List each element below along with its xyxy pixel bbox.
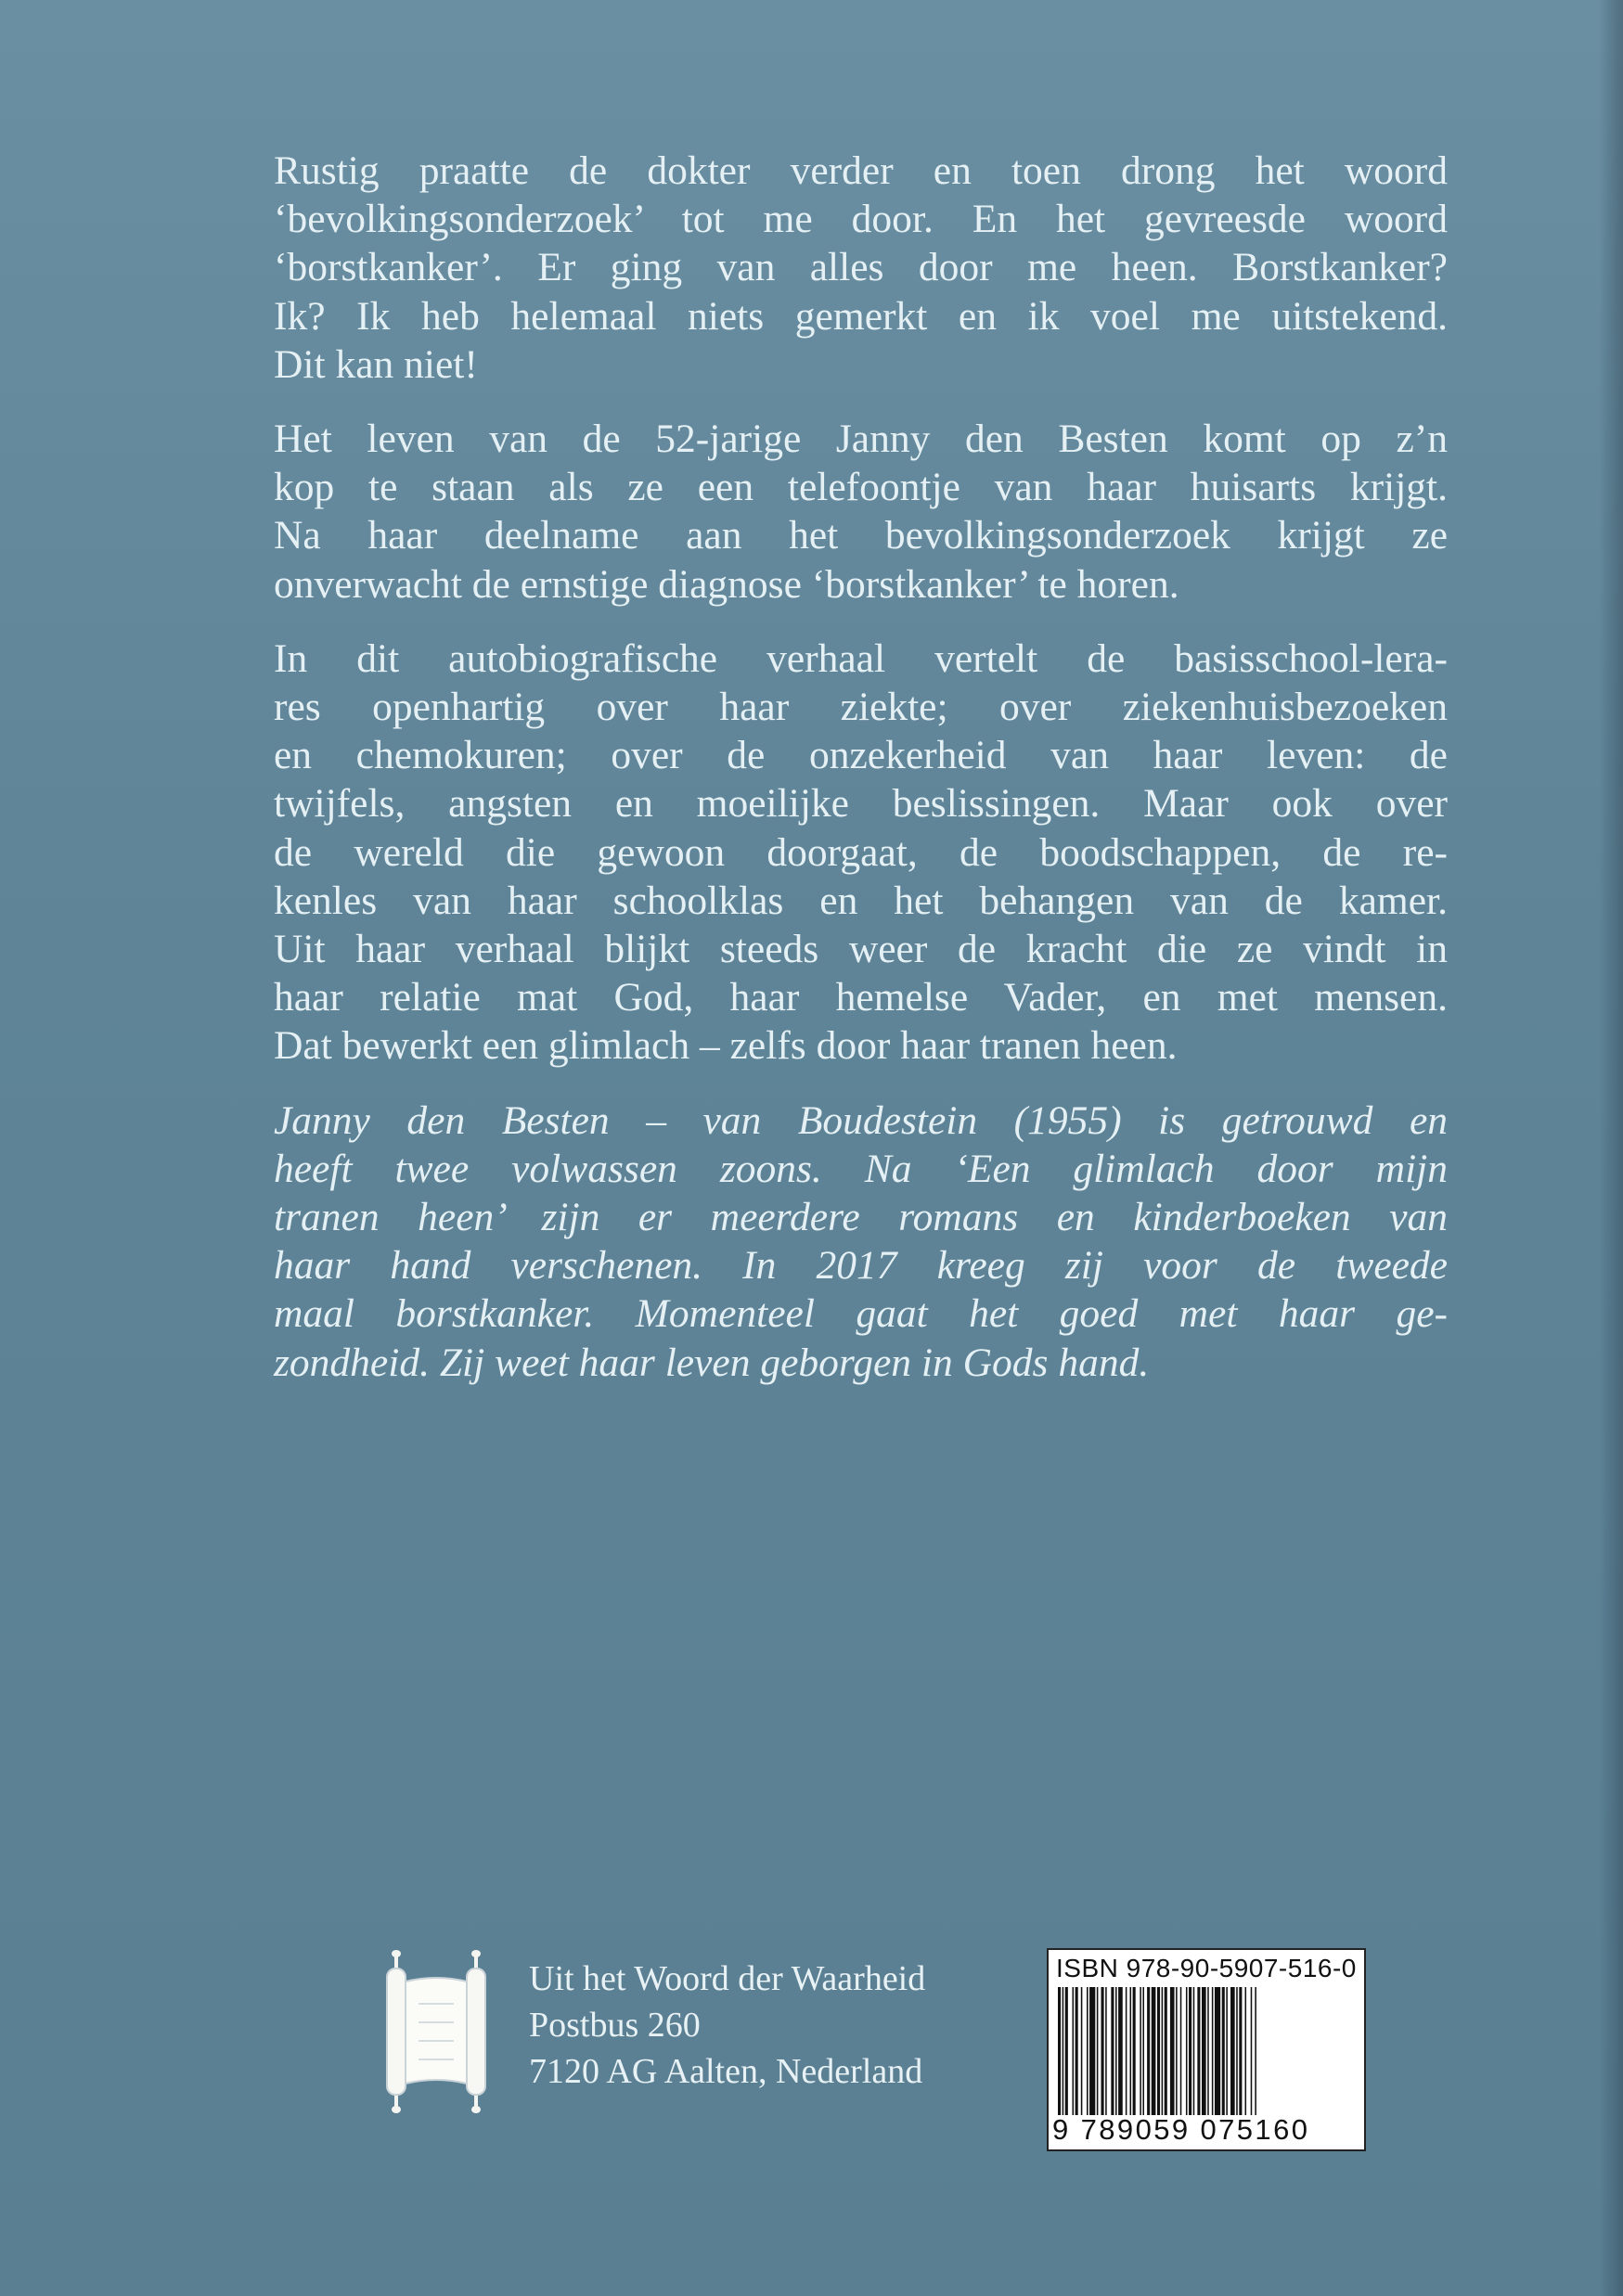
- barcode-bar: [1251, 1987, 1253, 2115]
- barcode-bar: [1215, 1987, 1220, 2115]
- text-line: Uit haar verhaal blijkt steeds weer de kracht die ze vindt in: [274, 927, 1448, 972]
- barcode-bar: [1133, 1987, 1136, 2115]
- blurb-paragraph-3: [274, 635, 1448, 1071]
- barcode-bar: [1130, 1987, 1132, 2115]
- isbn-label: ISBN 978-90-5907-516-0: [1056, 1954, 1357, 1982]
- barcode-bar: [1189, 1987, 1191, 2115]
- barcode-digits: 9 789059 075160: [1052, 2113, 1310, 2146]
- text-line: ‘bevolkingsonderzoek’ tot me door. En het gevreesde woord: [274, 197, 1448, 242]
- text-line: onverwacht de ernstige diagnose ‘borstkanker’ te horen.: [274, 561, 1179, 607]
- barcode-bar: [1058, 1987, 1061, 2115]
- publisher-city: 7120 AG Aalten, Nederland: [529, 2052, 923, 2091]
- barcode-bar: [1162, 1987, 1164, 2115]
- barcode-bar: [1081, 1987, 1083, 2115]
- blurb-paragraph-2: [274, 415, 1448, 609]
- barcode-bar: [1140, 1987, 1141, 2115]
- torah-scroll-icon: [376, 1948, 496, 2115]
- barcode-bar: [1207, 1987, 1209, 2115]
- barcode-bar: [1245, 1987, 1247, 2115]
- barcode-bar: [1142, 1987, 1144, 2115]
- barcode-bar: [1255, 1987, 1256, 2115]
- barcode-bar: [1126, 1987, 1127, 2115]
- text-line: heeft twee volwassen zoons. Na ‘Een glimlach door mijn: [274, 1146, 1448, 1191]
- barcode-bars: [1058, 1987, 1355, 2115]
- text-line: zondheid. Zij weet haar leven geborgen in Gods hand.: [274, 1340, 1150, 1385]
- text-line: In dit autobiografische verhaal vertelt de basisschool-lera-: [274, 635, 1448, 681]
- text-line: haar relatie mat God, haar hemelse Vader, en met mensen.: [274, 975, 1448, 1020]
- barcode-bar: [1105, 1987, 1107, 2115]
- barcode-bar: [1202, 1987, 1206, 2115]
- author-bio: [274, 1097, 1448, 1387]
- barcode-bar: [1180, 1987, 1182, 2115]
- barcode-bar: [1239, 1987, 1242, 2115]
- publisher-block: [376, 1948, 1025, 2134]
- text-line: Janny den Besten – van Boudestein (1955) is getrouwd en: [274, 1097, 1448, 1143]
- text-line: Na haar deelname aan het bevolkingsonderzoek krijgt ze: [274, 513, 1448, 558]
- barcode-bar: [1063, 1987, 1064, 2115]
- text-line: kenles van haar schoolklas en het behangen van de kamer.: [274, 878, 1448, 923]
- barcode-bar: [1101, 1987, 1104, 2115]
- text-line: de wereld die gewoon doorgaat, de boodschappen, de re-: [274, 829, 1448, 875]
- barcode-bar: [1111, 1987, 1114, 2115]
- barcode-bar: [1230, 1987, 1235, 2115]
- isbn-barcode: [1047, 1948, 1366, 2151]
- text-line: Dit kan niet!: [274, 341, 478, 387]
- text-line: maal borstkanker. Momenteel gaat het goed met haar ge-: [274, 1291, 1448, 1337]
- publisher-name: Uit het Woord der Waarheid: [529, 1959, 926, 1998]
- text-line: Het leven van de 52-jarige Janny den Besten komt op z’n: [274, 417, 1448, 462]
- text-line: en chemokuren; over de onzekerheid van haar leven: de: [274, 733, 1448, 778]
- barcode-bar: [1087, 1987, 1088, 2115]
- barcode-bar: [1193, 1987, 1195, 2115]
- barcode-bar: [1222, 1987, 1225, 2115]
- blurb-paragraph-1: [274, 147, 1448, 389]
- barcode-bar: [1186, 1987, 1188, 2115]
- text-line: Dat bewerkt een glimlach – zelfs door haar tranen heen.: [274, 1023, 1178, 1069]
- text-line: ‘borstkanker’. Er ging van alles door me heen. Borstkanker?: [274, 245, 1448, 290]
- barcode-bar: [1157, 1987, 1160, 2115]
- barcode-bar: [1115, 1987, 1117, 2115]
- barcode-bar: [1226, 1987, 1228, 2115]
- barcode-bar: [1197, 1987, 1200, 2115]
- publisher-postbus: Postbus 260: [529, 2006, 701, 2045]
- barcode-bar: [1236, 1987, 1238, 2115]
- text-line: kop te staan als ze een telefoontje van haar huisarts krijgt.: [274, 465, 1448, 510]
- blurb-text: [274, 147, 1448, 1413]
- text-line: haar hand verschenen. In 2017 kreeg zij voor de tweede: [274, 1243, 1448, 1289]
- barcode-bar: [1152, 1987, 1156, 2115]
- barcode-bar: [1097, 1987, 1099, 2115]
- text-line: tranen heen’ zijn er meerdere romans en kinderboeken van: [274, 1195, 1448, 1240]
- text-line: res openhartig over haar ziekte; over ziekenhuisbezoeken: [274, 685, 1448, 730]
- barcode-bar: [1176, 1987, 1178, 2115]
- barcode-bar: [1076, 1987, 1078, 2115]
- barcode-bar: [1170, 1987, 1175, 2115]
- barcode-bar: [1165, 1987, 1167, 2115]
- publisher-address: [529, 1956, 925, 2095]
- barcode-bar: [1147, 1987, 1150, 2115]
- barcode-bar: [1073, 1987, 1075, 2115]
- text-line: Rustig praatte de dokter verder en toen drong het woord: [274, 148, 1448, 193]
- text-line: Ik? Ik heb helemaal niets gemerkt en ik voel me uitstekend.: [274, 293, 1448, 339]
- barcode-bar: [1065, 1987, 1068, 2115]
- barcode-bar: [1212, 1987, 1214, 2115]
- barcode-bar: [1089, 1987, 1095, 2115]
- barcode-bar: [1118, 1987, 1123, 2115]
- text-line: twijfels, angsten en moeilijke beslissingen. Maar ook over: [274, 781, 1448, 827]
- cover-edge-shadow: [1599, 0, 1623, 2296]
